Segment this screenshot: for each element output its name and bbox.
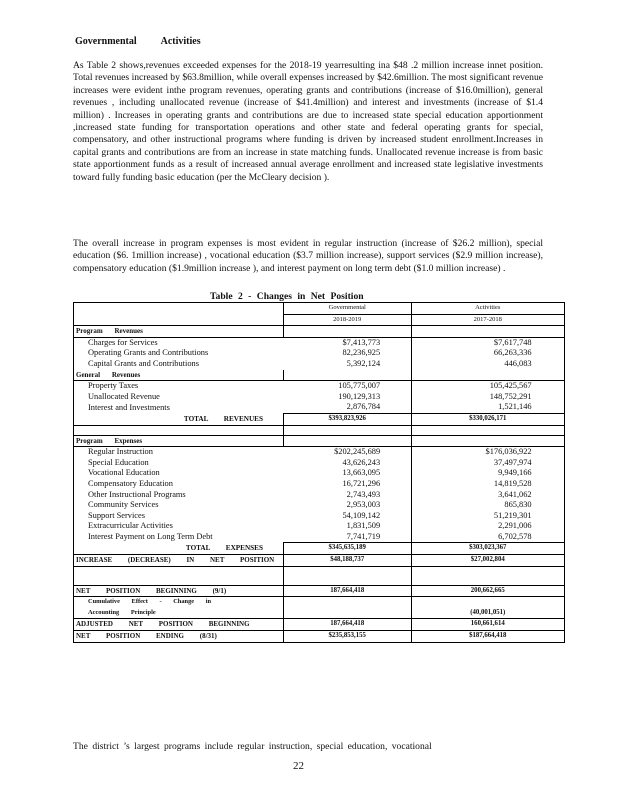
general-revenues-header <box>74 370 565 381</box>
table-row <box>74 490 565 501</box>
value-2018: 148,752,291 <box>411 392 535 403</box>
row-label: Capital Grants and Contributions <box>74 359 284 370</box>
section-label: General Revenues <box>74 370 284 381</box>
spacer-row <box>74 425 565 435</box>
table-row <box>74 359 565 370</box>
row-label: Operating Grants and Contributions <box>74 348 284 359</box>
value-2018: 200,662,665 <box>411 585 564 597</box>
value-2018: 446,083 <box>411 359 535 370</box>
value-2019: 1,831,509 <box>346 521 381 531</box>
table-caption: Table 2 - Changes in Net Position <box>210 291 364 302</box>
total-label: TOTAL REVENUES <box>74 413 284 425</box>
net-position-ending-row <box>74 631 565 643</box>
value-2019: 187,664,418 <box>283 619 411 631</box>
value-2018: 3,641,062 <box>411 490 535 501</box>
row-label: Extracurricular Activities <box>74 521 284 532</box>
value-2019: 2,953,003 <box>346 500 381 510</box>
value-2018: $27,002,804 <box>411 555 564 567</box>
total-expenses-row <box>74 543 565 555</box>
paragraph-revenues: As Table 2 shows,revenues exceeded expenses for the 2018-19 yearresulting ina $48 .2 million increase innet position. Total revenues increased by $63.8million, while overall expenses increased by $42.6million. The most significant revenue increases were evident inthe program revenues, operating grants and contributions (increase of $16.0million), general revenues , including unallocated revenue (increase of $41.4million) and interest and investments (increase of $1.4 million) . Increases in operating grants and contributions are due to increased state special education apportionment ,increased state funding for transportation operations and other state and federal operating grants for special, compensatory, and other instructional programs where funding is driven by increased student enrollment.Increases in capital grants and contributions are from an increase in state matching funds. Unallocated revenue increase is from basic state apportionment funds as a result of increased annual average enrollment and increased state legislative investments toward fully funding basic education (per the McCleary decision ). <box>73 60 543 183</box>
value-2019: 54,109,142 <box>342 510 381 520</box>
value-2018: 6,702,578 <box>411 532 535 543</box>
row-label: Cumulative Effect - Change in <box>74 597 284 608</box>
value-2018: 14,819,528 <box>411 479 535 490</box>
row-label: Support Services <box>74 511 284 522</box>
table-header-row <box>74 303 565 315</box>
row-label: Regular Instruction <box>74 447 284 458</box>
value-2018: $176,036,922 <box>411 447 535 458</box>
table-row <box>74 532 565 543</box>
year-2019: 2018-2019 <box>283 314 411 326</box>
value-2019: 16,721,296 <box>342 478 381 488</box>
table-row <box>74 402 565 413</box>
total-2019: $393,823,926 <box>283 413 411 425</box>
value-2018: $187,664,418 <box>411 631 564 643</box>
table-row <box>74 511 565 522</box>
value-2019: 190,129,313 <box>338 391 381 401</box>
value-2018: $7,617,748 <box>411 337 535 348</box>
value-2019 <box>283 597 411 608</box>
total-2018: $303,023,367 <box>411 543 564 555</box>
page-number: 22 <box>293 760 304 772</box>
value-2019: 43,626,243 <box>342 457 381 467</box>
table-row <box>74 479 565 490</box>
value-2018: 1,521,146 <box>411 402 535 413</box>
row-label: Vocational Education <box>74 468 284 479</box>
total-label: TOTAL EXPENSES <box>74 543 284 555</box>
value-2019: 5,392,124 <box>346 358 381 368</box>
table-row <box>74 348 565 359</box>
value-2018: (40,001,051) <box>411 608 564 619</box>
table-row <box>74 458 565 469</box>
value-2019: $235,853,155 <box>283 631 411 643</box>
value-2018: 160,661,614 <box>411 619 564 631</box>
row-label: Other Instructional Programs <box>74 490 284 501</box>
value-2019: 187,664,418 <box>283 585 411 597</box>
row-label: Community Services <box>74 500 284 511</box>
adjusted-net-position-row <box>74 619 565 631</box>
value-2018: 9,949,166 <box>411 468 535 479</box>
spacer-row <box>74 566 565 576</box>
value-2019: 2,743,493 <box>346 489 381 499</box>
table-row <box>74 337 565 348</box>
net-position-beginning-row <box>74 585 565 597</box>
header-activities: Activities <box>411 303 564 315</box>
net-position-table <box>73 302 565 643</box>
paragraph-expenses: The overall increase in program expenses is most evident in regular instruction (increase of $26.2 million), special education ($6. 1million increase) , vocational education ($3.7 million increase), support services ($2.9 million increase), compensatory education ($1.9million increase ), and interest payment on long term debt ($1.0 million increase) . <box>73 238 543 274</box>
value-2018: 865,830 <box>411 500 535 511</box>
total-2018: $330,026,171 <box>411 413 564 425</box>
value-2019: 105,775,007 <box>338 381 381 391</box>
value-2018: 37,497,974 <box>411 458 535 469</box>
table-row <box>74 500 565 511</box>
total-revenues-row <box>74 413 565 425</box>
section-label: Program Expenses <box>74 435 284 447</box>
value-2019: 7,741,719 <box>346 531 381 541</box>
increase-row <box>74 555 565 567</box>
row-label: Compensatory Education <box>74 479 284 490</box>
header-governmental: Governmental <box>283 303 411 315</box>
table-row <box>74 468 565 479</box>
table-row <box>74 447 565 458</box>
value-2019: $48,188,737 <box>283 555 411 567</box>
value-2018: 105,425,567 <box>411 381 535 392</box>
row-label: Property Taxes <box>74 381 284 392</box>
row-label: Charges for Services <box>74 337 284 348</box>
value-2018: 66,263,336 <box>411 348 535 359</box>
section-heading: Governmental Activities <box>75 36 201 47</box>
value-2019: $7,413,773 <box>342 337 381 347</box>
program-expenses-header <box>74 435 565 447</box>
row-label: INCREASE (DECREASE) IN NET POSITION <box>74 555 284 567</box>
program-revenues-header <box>74 326 565 338</box>
value-2019: 2,876,784 <box>346 402 381 412</box>
value-2019: 82,236,925 <box>342 348 381 358</box>
total-2019: $345,635,189 <box>283 543 411 555</box>
row-label: Interest and Investments <box>74 402 284 413</box>
table-year-row <box>74 314 565 326</box>
row-label: Special Education <box>74 458 284 469</box>
value-2019: $202,245,689 <box>334 447 381 457</box>
table-row <box>74 392 565 403</box>
table-row <box>74 521 565 532</box>
section-label: Program Revenues <box>74 326 284 338</box>
row-label: Unallocated Revenue <box>74 392 284 403</box>
cumulative-effect-row-2 <box>74 608 565 619</box>
spacer-row <box>74 576 565 586</box>
table-row <box>74 381 565 392</box>
row-label: Interest Payment on Long Term Debt <box>74 532 284 543</box>
paragraph-programs: The district ’s largest programs include regular instruction, special education, vocational <box>73 741 432 752</box>
cumulative-effect-row <box>74 597 565 608</box>
row-label: NET POSITION BEGINNING (9/1) <box>74 585 284 597</box>
year-2018: 2017-2018 <box>411 314 564 326</box>
value-2019: 13,663,095 <box>342 468 381 478</box>
row-label: Accounting Principle <box>74 608 284 619</box>
value-2018: 2,291,006 <box>411 521 535 532</box>
row-label: ADJUSTED NET POSITION BEGINNING <box>74 619 284 631</box>
value-2018: 51,219,301 <box>411 511 535 522</box>
row-label: NET POSITION ENDING (8/31) <box>74 631 284 643</box>
